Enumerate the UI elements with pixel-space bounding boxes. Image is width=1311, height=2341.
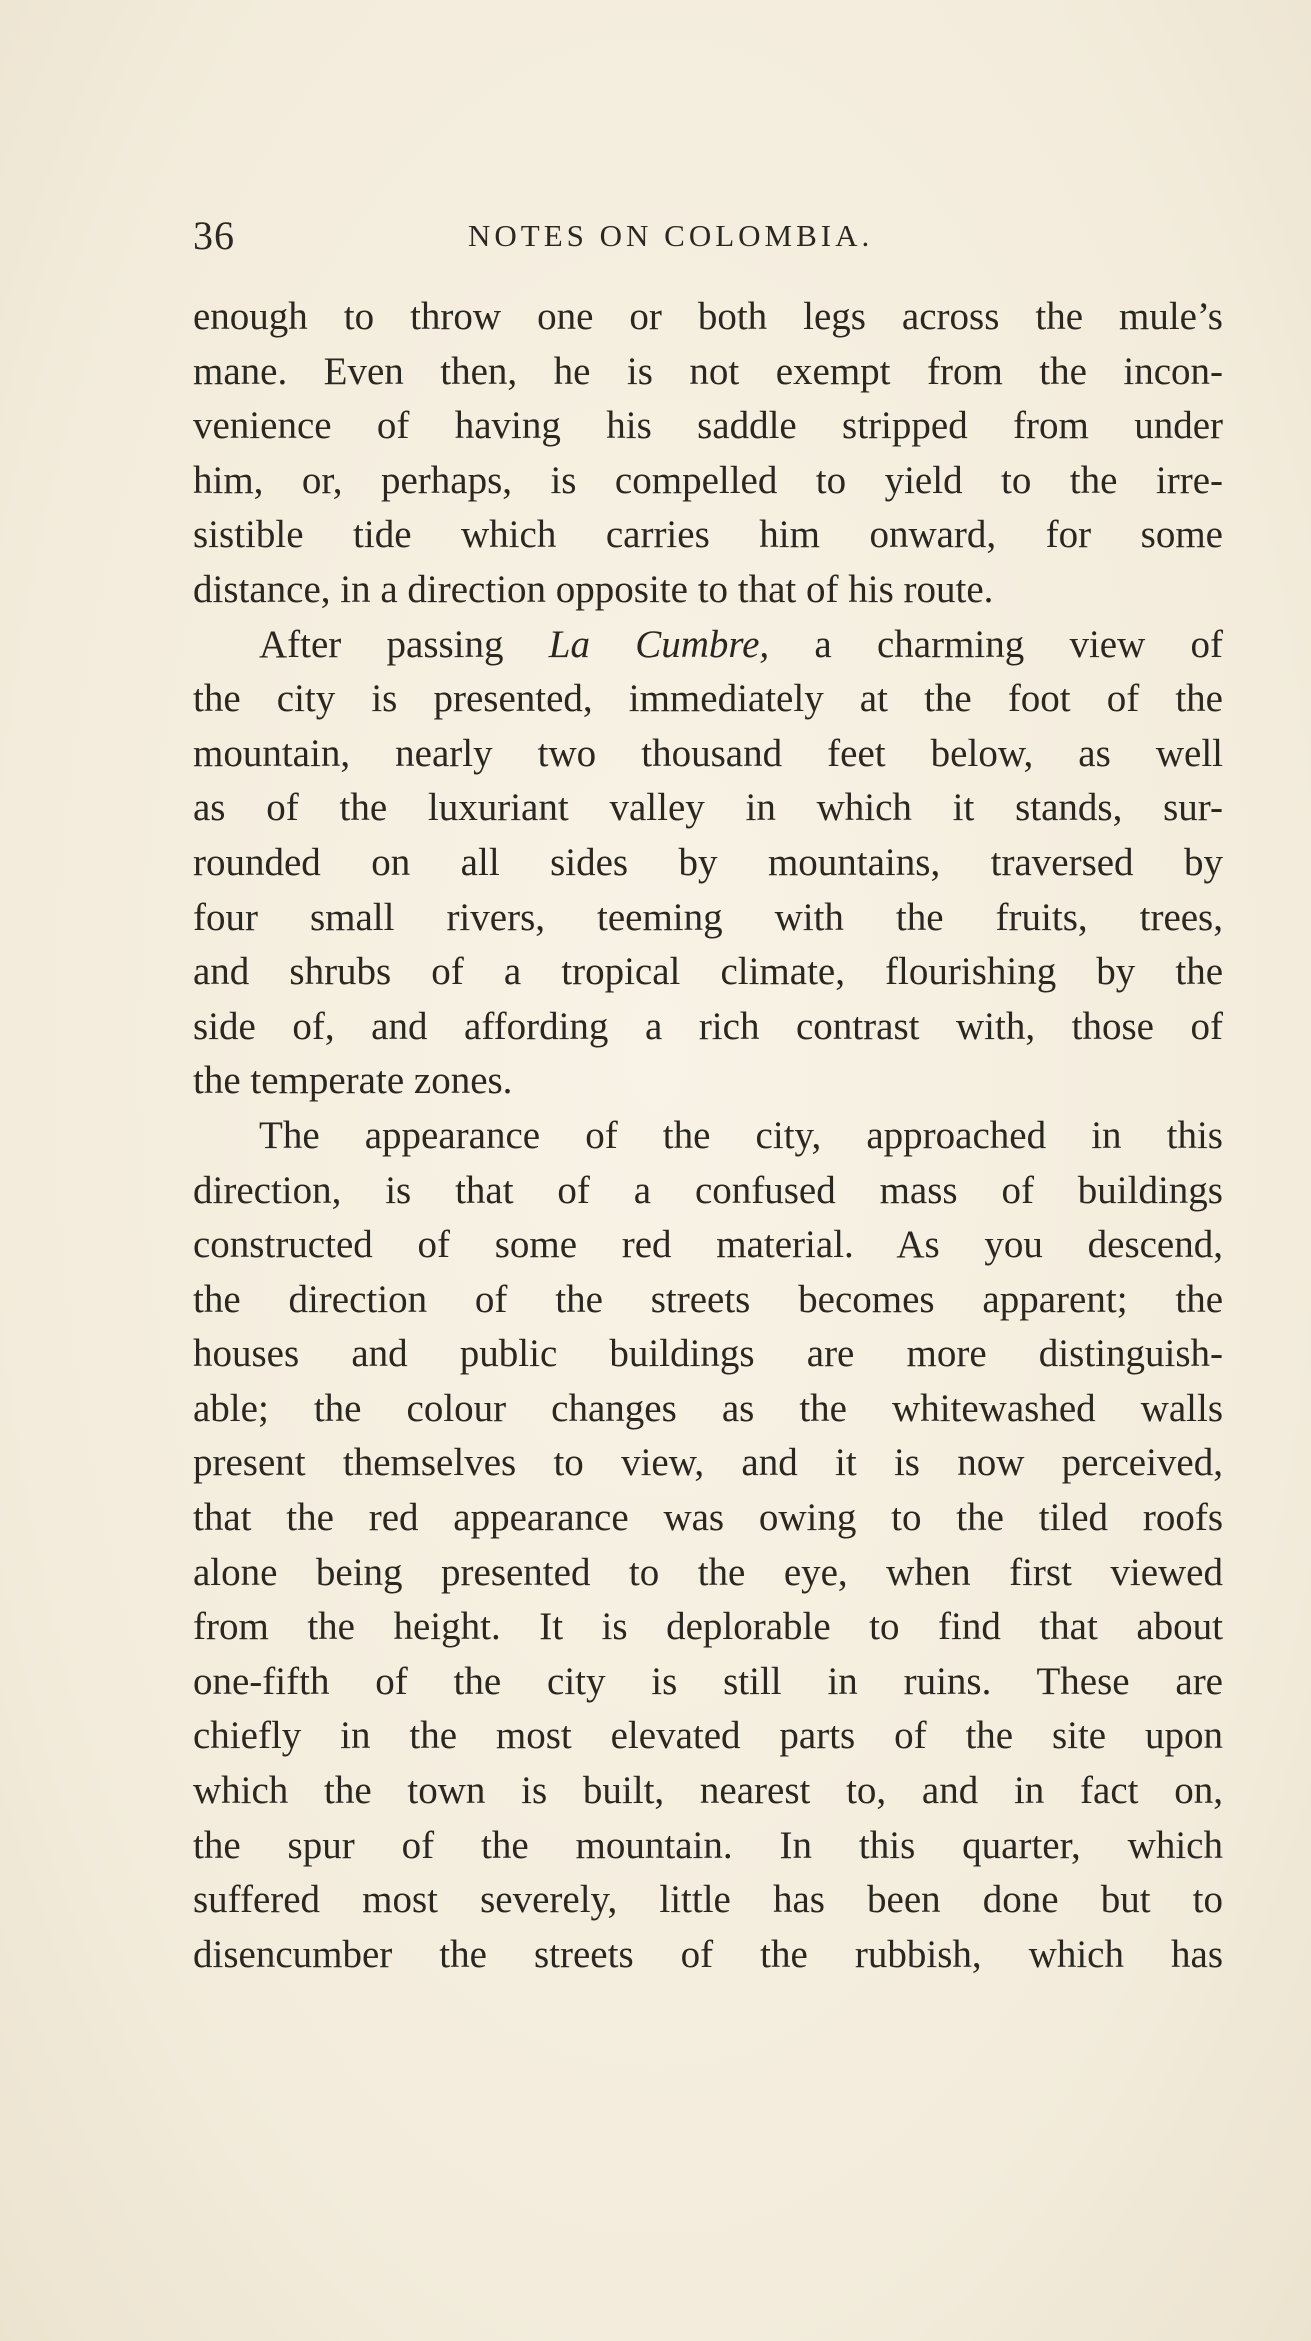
text-segment: four small rivers, teeming with the fruits, trees, bbox=[193, 895, 1223, 939]
text-line bbox=[193, 563, 1223, 618]
running-head bbox=[193, 212, 1223, 262]
text-line bbox=[193, 1382, 1223, 1437]
text-segment: as of the luxuriant valley in which it stands, sur- bbox=[193, 786, 1223, 830]
text-segment: After passing bbox=[259, 622, 549, 666]
text-line bbox=[193, 1054, 1223, 1109]
text-line bbox=[193, 727, 1223, 782]
text-line bbox=[193, 891, 1223, 946]
text-segment: from the height. It is deplorable to find that about bbox=[193, 1605, 1223, 1649]
text-line bbox=[193, 1546, 1223, 1601]
text-line bbox=[193, 1764, 1223, 1819]
text-segment: able; the colour changes as the whitewashed walls bbox=[193, 1386, 1223, 1430]
text-segment: mane. Even then, he is not exempt from the incon- bbox=[193, 349, 1223, 393]
text-line bbox=[193, 290, 1223, 345]
text-line bbox=[193, 1655, 1223, 1710]
text-segment: sistible tide which carries him onward, for some bbox=[193, 513, 1223, 557]
text-segment: alone being presented to the eye, when first viewed bbox=[193, 1550, 1223, 1594]
text-line bbox=[193, 1819, 1223, 1874]
text-segment: venience of having his saddle stripped from under bbox=[193, 404, 1223, 448]
text-line bbox=[193, 1600, 1223, 1655]
text-segment: distance, in a direction opposite to that of his route. bbox=[193, 567, 994, 611]
text-segment: the city is presented, immediately at the foot of the bbox=[193, 677, 1223, 721]
text-line bbox=[193, 508, 1223, 563]
text-line bbox=[193, 1218, 1223, 1273]
page-number: 36 bbox=[193, 213, 235, 258]
text-line bbox=[193, 399, 1223, 454]
text-segment: the direction of the streets becomes apparent; the bbox=[193, 1277, 1223, 1321]
text-line bbox=[193, 1436, 1223, 1491]
text-line bbox=[193, 1109, 1223, 1164]
running-title: NOTES ON COLOMBIA. bbox=[468, 218, 874, 253]
text-segment: disencumber the streets of the rubbish, which has bbox=[193, 1932, 1223, 1976]
text-line bbox=[193, 1000, 1223, 1055]
text-segment: The appearance of the city, approached in this bbox=[259, 1113, 1223, 1157]
text-segment: which the town is built, nearest to, and in fact on, bbox=[193, 1769, 1223, 1813]
text-segment: enough to throw one or both legs across the mule’s bbox=[193, 295, 1223, 338]
text-line bbox=[193, 1491, 1223, 1546]
text-line bbox=[193, 618, 1223, 673]
text-line bbox=[193, 672, 1223, 727]
text-segment: direction, is that of a confused mass of buildings bbox=[193, 1168, 1223, 1212]
text-line bbox=[193, 945, 1223, 1000]
text-line bbox=[193, 1709, 1223, 1764]
text-line bbox=[193, 1273, 1223, 1328]
text-segment: mountain, nearly two thousand feet below, as well bbox=[193, 731, 1223, 775]
text-segment: rounded on all sides by mountains, traversed by bbox=[193, 840, 1223, 884]
text-segment: houses and public buildings are more distinguish- bbox=[193, 1332, 1223, 1376]
text-line bbox=[193, 454, 1223, 509]
text-segment: the spur of the mountain. In this quarter, which bbox=[193, 1823, 1223, 1867]
italic-phrase: La Cumbre, bbox=[548, 622, 770, 666]
text-segment: him, or, perhaps, is compelled to yield to the irre- bbox=[193, 458, 1223, 502]
text-segment: chiefly in the most elevated parts of the site upon bbox=[193, 1714, 1223, 1758]
text-segment: side of, and affording a rich contrast with, those of bbox=[193, 1004, 1223, 1048]
text-line bbox=[193, 1164, 1223, 1219]
text-segment: the temperate zones. bbox=[193, 1059, 513, 1103]
text-segment: a charming view of bbox=[769, 622, 1223, 666]
text-segment: constructed of some red material. As you descend, bbox=[193, 1223, 1223, 1267]
text-segment: one-fifth of the city is still in ruins. These are bbox=[193, 1659, 1223, 1703]
text-segment: present themselves to view, and it is now perceived, bbox=[193, 1441, 1223, 1485]
text-segment: that the red appearance was owing to the tiled roofs bbox=[193, 1496, 1223, 1540]
text-line bbox=[193, 1928, 1223, 1983]
body-text bbox=[193, 290, 1223, 1982]
text-line bbox=[193, 781, 1223, 836]
text-line bbox=[193, 1873, 1223, 1928]
text-line bbox=[193, 345, 1223, 400]
text-segment: suffered most severely, little has been done but to bbox=[193, 1878, 1223, 1922]
text-segment: and shrubs of a tropical climate, flourishing by the bbox=[193, 950, 1223, 994]
text-line bbox=[193, 1327, 1223, 1382]
text-line bbox=[193, 836, 1223, 891]
